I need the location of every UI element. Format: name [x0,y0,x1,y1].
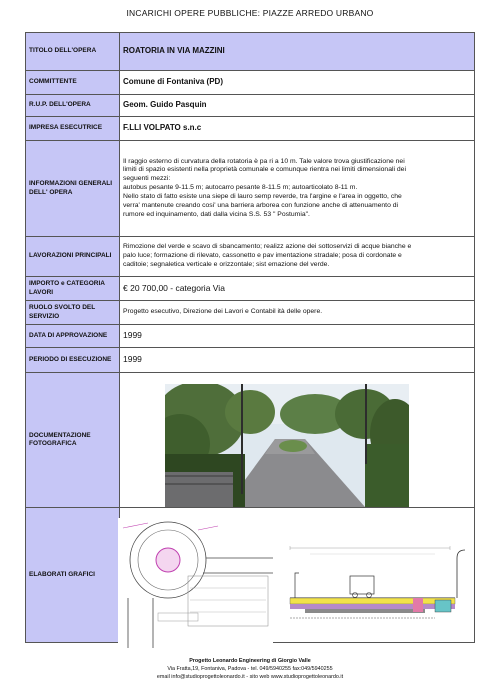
row-informazioni [26,141,475,237]
row-impresa [26,117,475,141]
info-line: seguenti mezzi: [123,175,171,183]
label-documentazione: DOCUMENTAZIONE FOTOGRAFICA [26,373,120,508]
page-header: INCARICHI OPERE PUBBLICHE: PIAZZE ARREDO URBANO [126,8,374,18]
value-periodo: 1999 [120,348,475,373]
row-importo [26,277,475,301]
value-informazioni [120,141,475,237]
value-ruolo: Progetto esecutivo, Direzione dei Lavori e Contabil ità delle opere. [120,301,475,325]
footer-address: Via Fratta,19, Fontaniva, Padova - tel. 049/5940255 fax:049/5940255 [167,665,333,672]
value-impresa: F.LLI VOLPATO s.n.c [120,117,475,141]
info-line: limiti di spazio esistenti nella proprietà comunale e comunque rientra nei limiti dimensionali dei [123,166,406,174]
info-line: Nello stato di fatto esiste una siepe di lauro semp reverde, tra l'argine e l'area in oggetto, che [123,192,402,200]
row-titolo [26,33,475,71]
label-periodo: PERIODO DI ESECUZIONE [26,348,120,373]
roundabout-plan-drawing [118,518,273,648]
lavorazioni-line: Rimozione del verde e scavo di sbancamento; realizz azione dei sottoservizi di acque bianche e [123,243,412,251]
row-periodo [26,348,475,373]
info-line: autobus pesante 9-11.5 m; autocarro pesante 8-11.5 m; autoarticolato 8-11 m. [123,184,358,192]
label-importo: IMPORTO e CATEGORIA LAVORI [26,277,120,301]
lavorazioni-line: palo luce; formazione di rilevato, cassonetto e pav imentazione stradale; posa di cordonate e [123,252,402,260]
value-rup: Geom. Guido Pasquin [120,95,475,117]
row-ruolo [26,301,475,325]
lavorazioni-line: caditoie; segnaletica verticale e orizzontale; sist emazione del verde. [123,260,330,268]
label-informazioni: INFORMAZIONI GENERALI DELL' OPERA [26,141,120,237]
value-lavorazioni [120,237,475,277]
label-lavorazioni: LAVORAZIONI PRINCIPALI [26,237,120,277]
road-section-drawing [285,538,470,638]
row-committente [26,71,475,95]
row-rup [26,95,475,117]
page-footer [0,658,500,681]
value-importo: € 20 700,00 - categoria Via [120,277,475,301]
value-data: 1999 [120,325,475,348]
label-elaborati: ELABORATI GRAFICI [26,508,120,643]
label-data: DATA DI APPROVAZIONE [26,325,120,348]
label-rup: R.U.P. DELL'OPERA [26,95,120,117]
info-line: verra' mantenute creando cosi' una barriera arborea con funzione anche di attenuamento di [123,201,399,209]
info-line: Il raggio esterno di curvatura della rotatoria è pa ri a 10 m. Tale valore trova giustificazione nei [123,157,405,165]
footer-company: Progetto Leonardo Engineering di Giorgio Valle [189,658,311,664]
value-titolo: ROATORIA IN VIA MAZZINI [120,33,475,71]
label-ruolo: RUOLO SVOLTO DEL SERVIZIO [26,301,120,325]
row-data [26,325,475,348]
info-line: rumore ed inquinamento, dati dalla vicina S.S. 53 " Postumia". [123,210,310,218]
footer-contacts: email info@studioprogettoleonardo.it - sito web www.studioprogettoleonardo.it [156,673,344,680]
label-committente: COMMITTENTE [26,71,120,95]
row-lavorazioni [26,237,475,277]
value-committente: Comune di Fontaniva (PD) [120,71,475,95]
site-photo [165,384,409,507]
label-titolo: TITOLO DELL'OPERA [26,33,120,71]
label-impresa: IMPRESA ESECUTRICE [26,117,120,141]
